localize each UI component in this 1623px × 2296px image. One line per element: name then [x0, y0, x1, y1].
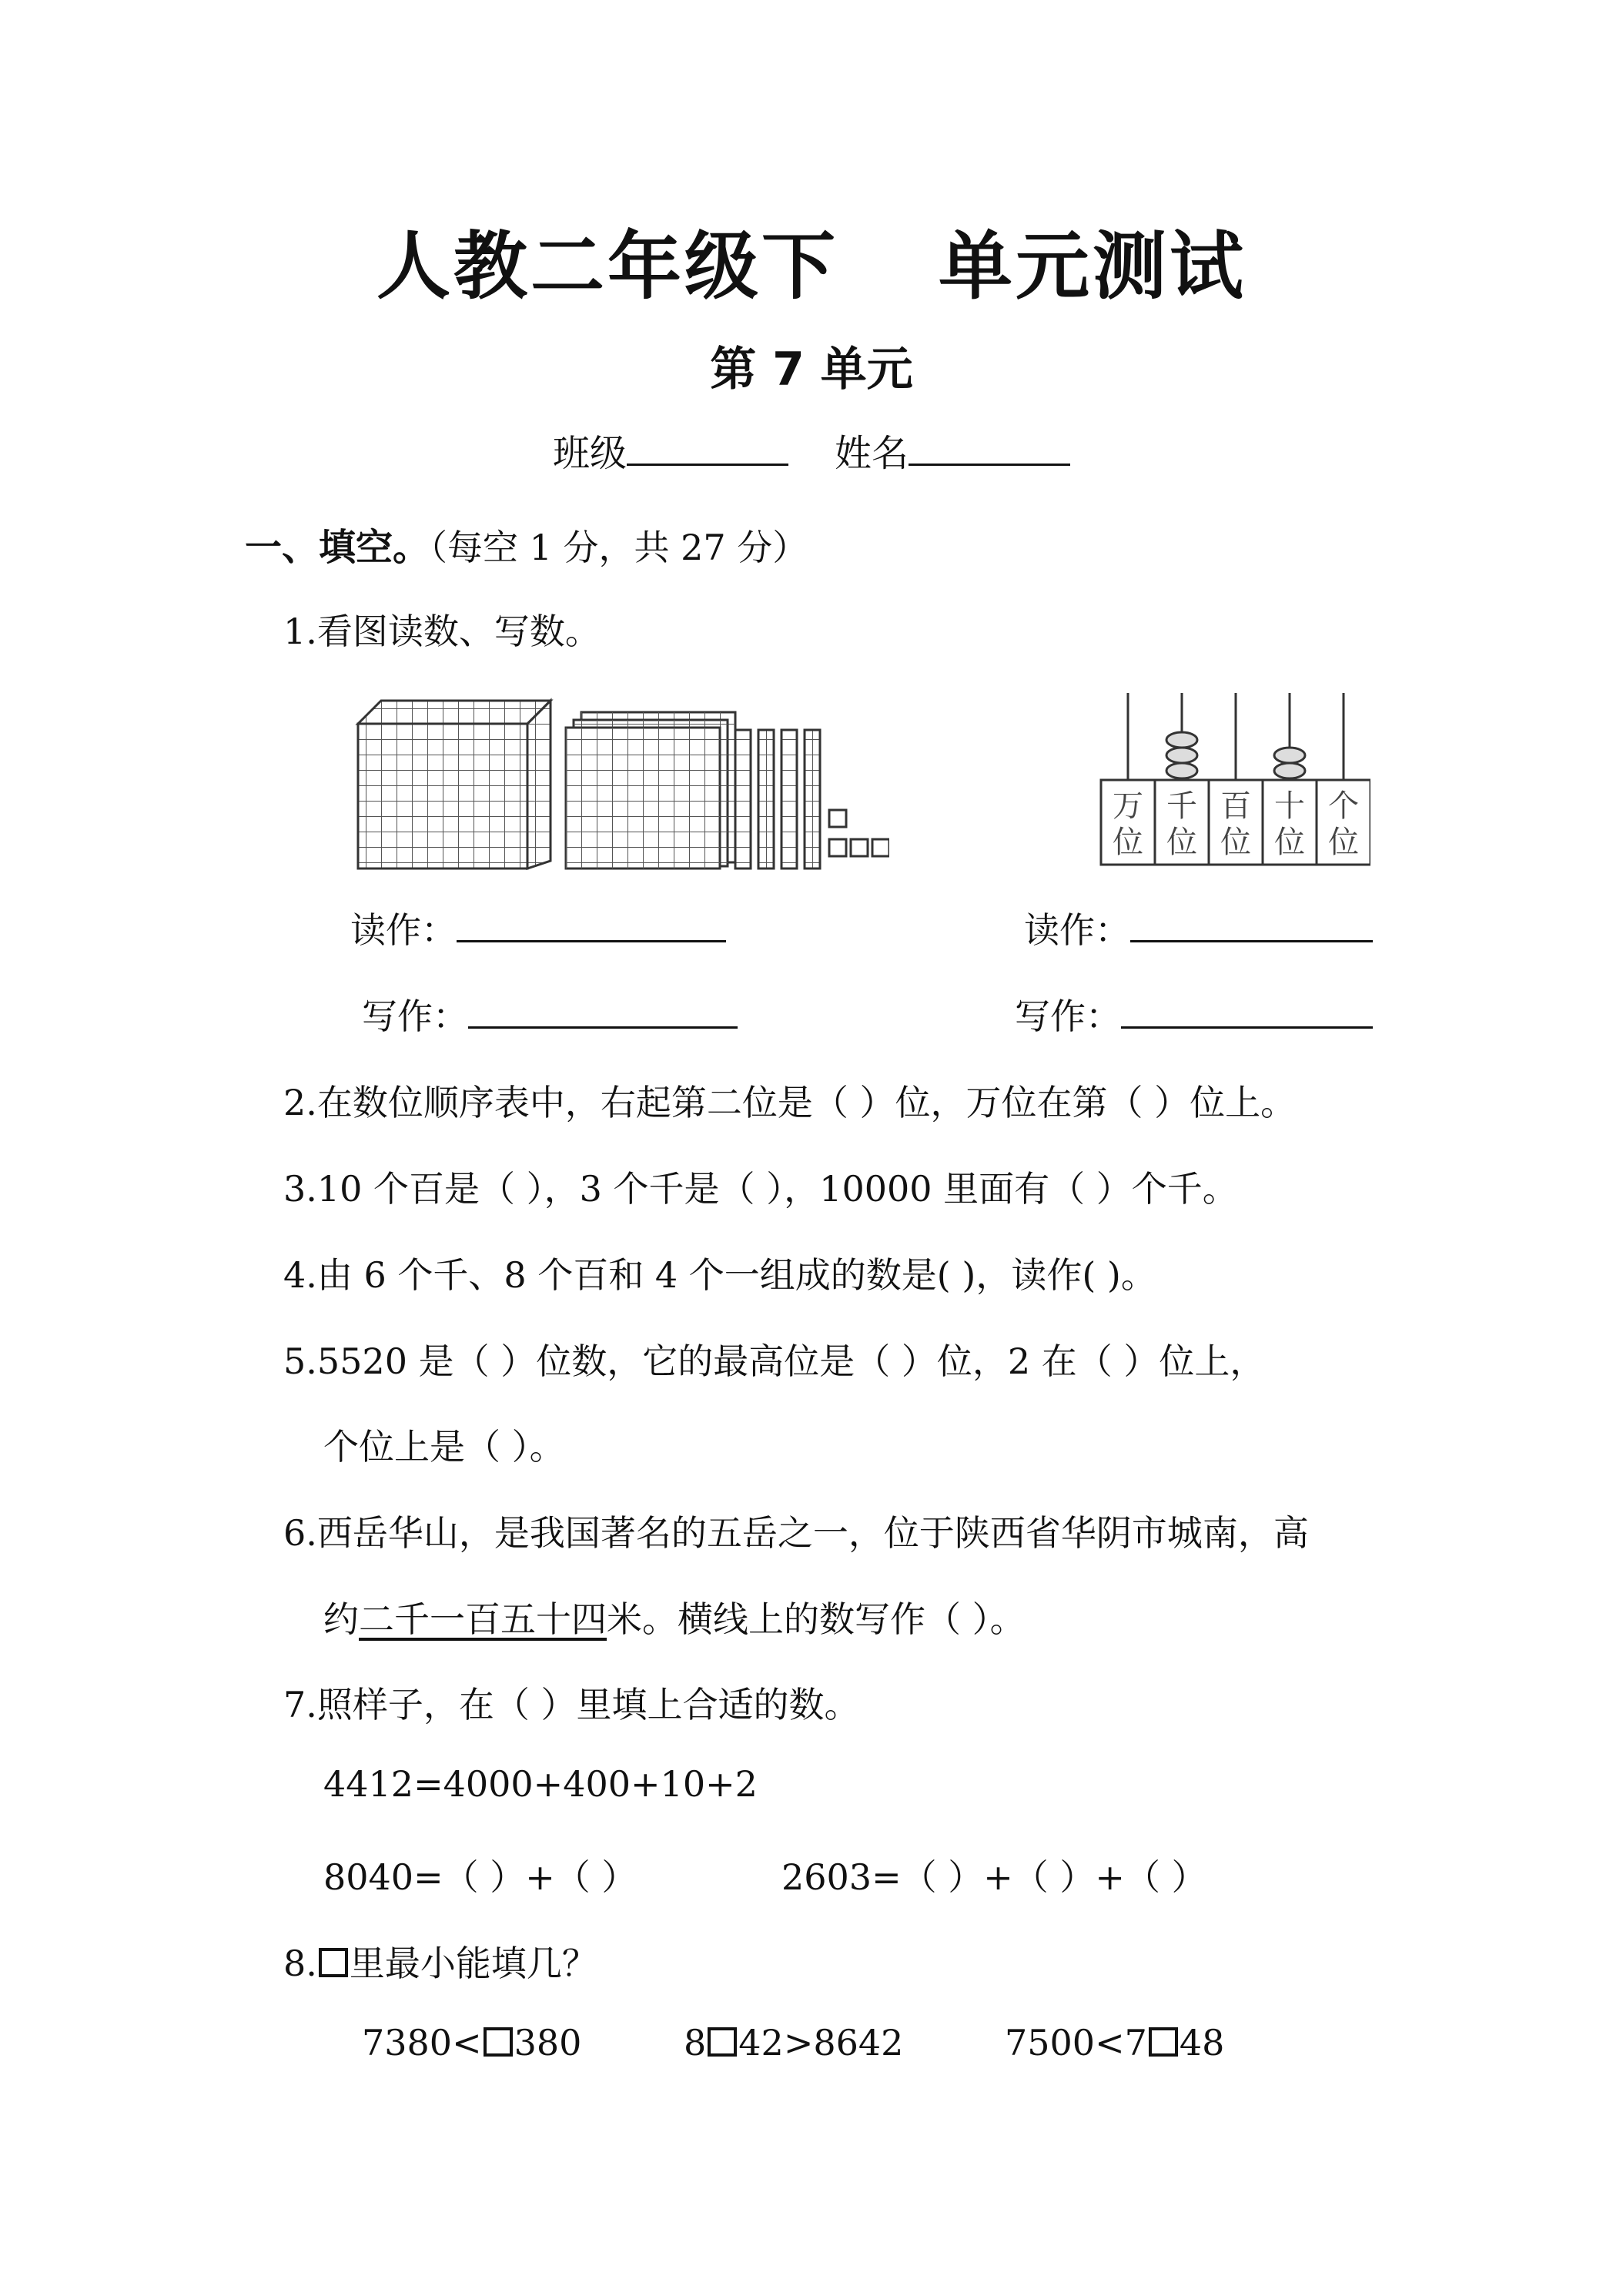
question-1: 1.看图读数、写数。: [283, 611, 601, 652]
read-blank-left[interactable]: [457, 906, 726, 942]
place-label-bai: 百: [1220, 788, 1251, 824]
question-5-line2: 个位上是（ ）。: [323, 1426, 565, 1468]
q7-item-1: 8040=（ ）+（ ）: [323, 1856, 637, 1898]
q6-post: 米。横线上的数写作（ ）。: [607, 1598, 1026, 1640]
base-ten-blocks-figure: [350, 678, 889, 870]
write-answer-left: [362, 989, 738, 1039]
q8-item-2-pre: 8: [684, 2022, 707, 2063]
student-info: [0, 423, 1623, 477]
q8-number: 8.: [283, 1943, 317, 1984]
q8-item-2: [684, 2022, 903, 2063]
box-icon[interactable]: [1149, 2027, 1178, 2057]
q6-underlined-number: 二千一百五十四: [359, 1598, 607, 1640]
write-label-left: 写作：: [362, 996, 468, 1037]
read-blank-right[interactable]: [1130, 906, 1373, 942]
write-answer-right: [1015, 989, 1373, 1039]
q8-item-3-pre: 7500<7: [1005, 2022, 1147, 2063]
box-icon[interactable]: [708, 2027, 737, 2057]
unit-cubes: [829, 810, 889, 856]
name-field[interactable]: [909, 433, 1070, 466]
read-label-left: 读作：: [350, 909, 457, 951]
read-answer-right: [1024, 902, 1373, 953]
section-scoring: （每空 1 分，共 27 分）: [430, 527, 808, 568]
box-icon[interactable]: [484, 2027, 513, 2057]
q8-item-2-post: 42>8642: [738, 2022, 904, 2063]
section-title: 一、填空。: [245, 526, 430, 569]
q8-item-1: [362, 2022, 581, 2063]
place-label-ge: 个: [1328, 788, 1359, 824]
place-label-qian-wei: 位: [1166, 825, 1197, 860]
place-label-bai-wei: 位: [1220, 825, 1251, 860]
abacus-rods: [1128, 693, 1344, 782]
q8-item-3-post: 48: [1179, 2022, 1225, 2063]
title-right: 单元测试: [939, 223, 1247, 310]
abacus-figure: [1093, 689, 1370, 874]
q7-item-2: 2603=（ ）+（ ）+（ ）: [781, 1856, 1207, 1898]
read-label-right: 读作：: [1024, 909, 1130, 951]
ten-rods: [735, 730, 820, 869]
title-left: 人教二年级下: [376, 223, 838, 310]
place-label-qian: 千: [1166, 788, 1197, 824]
hundred-flats: [566, 712, 735, 869]
thousand-cube: [358, 701, 550, 869]
question-7: 7.照样子，在（ ）里填上合适的数。: [283, 1684, 860, 1725]
read-answer-left: [350, 902, 726, 953]
question-6-line2: [323, 1591, 1026, 1642]
q8-text: 里最小能填几？: [349, 1943, 597, 1984]
place-label-wan: 万: [1113, 788, 1143, 824]
question-3: 3.10 个百是（ ），3 个千是（ ），10000 里面有（ ）个千。: [283, 1168, 1238, 1210]
unit-subtitle: 第 7 单元: [710, 343, 913, 397]
class-field[interactable]: [627, 433, 788, 466]
q8-item-1-post: 380: [514, 2022, 582, 2063]
place-label-shi-wei: 位: [1274, 825, 1305, 860]
place-label-shi: 十: [1274, 788, 1305, 824]
question-4: 4.由 6 个千、8 个百和 4 个一组成的数是( )，读作( )。: [283, 1254, 1156, 1296]
page-title: [0, 208, 1623, 313]
place-label-wan-wei: 位: [1113, 825, 1143, 860]
section-heading: [245, 517, 808, 571]
question-5-line1: 5.5520 是（ ）位数，它的最高位是（ ）位，2 在（ ）位上，: [283, 1340, 1266, 1382]
class-label: 班级: [552, 432, 627, 475]
box-icon: [319, 1948, 348, 1977]
question-6-line1: 6.西岳华山，是我国著名的五岳之一，位于陕西省华阴市城南，高: [283, 1512, 1309, 1554]
q8-item-3: [1005, 2022, 1224, 2063]
q6-pre: 约: [323, 1598, 359, 1640]
write-label-right: 写作：: [1015, 996, 1121, 1037]
q7-example: 4412=4000+400+10+2: [323, 1763, 758, 1805]
question-2: 2.在数位顺序表中，右起第二位是（ ）位，万位在第（ ）位上。: [283, 1082, 1297, 1123]
question-8: [283, 1936, 597, 1986]
write-blank-right[interactable]: [1121, 992, 1373, 1029]
q8-item-1-pre: 7380<: [362, 2022, 482, 2063]
name-label: 姓名: [835, 432, 909, 475]
place-label-ge-wei: 位: [1328, 825, 1359, 860]
write-blank-left[interactable]: [468, 992, 738, 1029]
